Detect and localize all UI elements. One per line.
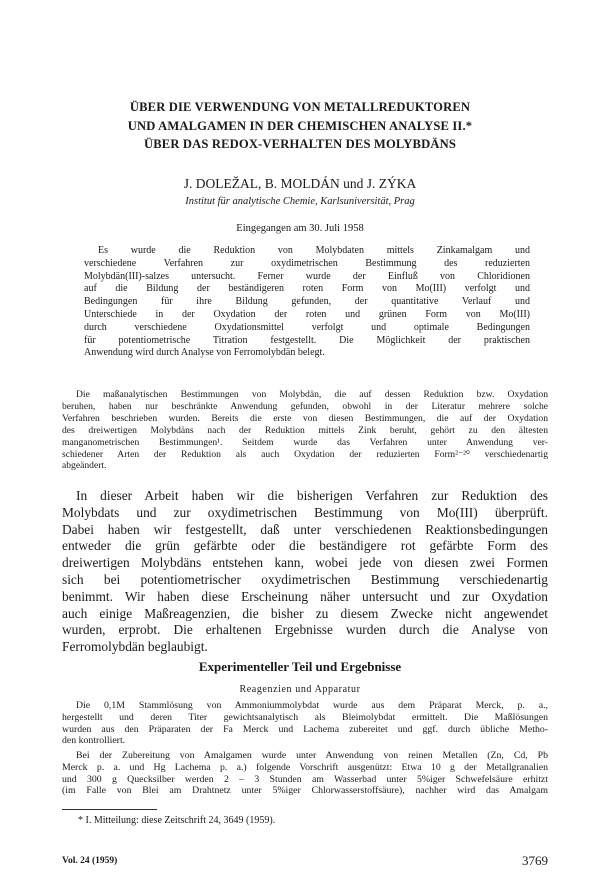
intro-line: manganometrischen Bestimmungen¹. Seitdem wurde das Verfahren unter Anwendung ver-: [62, 436, 548, 448]
main-line: Dabei haben wir festgestellt, daß unter verschiedenen Reaktionsbedingungen: [62, 521, 548, 537]
title-line: ÜBER DAS REDOX-VERHALTEN DES MOLYBDÄNS: [144, 137, 456, 151]
abstract-line: Molybdän(III)-salzes untersucht. Ferner wurde der Einfluß von Chloridionen: [84, 270, 530, 282]
institute: Institut für analytische Chemie, Karlsuniversität, Prag: [185, 196, 415, 207]
abstract-line: auf die Bildung der beständigeren roten Form von Mo(III) verfolgt und: [84, 283, 530, 295]
intro-line: abgeändert.: [62, 460, 107, 472]
reagents-paragraph: [62, 700, 548, 747]
intro-line: beruhen, haben nur beschränkte Anwendung gefunden, obwohl in der Literatur mehrere solche: [62, 400, 548, 412]
footnote: * I. Mitteilung: diese Zeitschrift 24, 3649 (1959).: [78, 815, 276, 826]
abstract-line: Anwendung wird durch Analyse von Ferromolybdän belegt.: [84, 347, 325, 359]
amalgam-paragraph: [62, 750, 548, 797]
abstract-line: Es wurde die Reduktion von Molybdaten mittels Zinkamalgam und: [98, 245, 530, 256]
main-line: Ferromolybdän beglaubigt.: [62, 639, 208, 655]
abstract-line: durch verschiedene Oxydationsmittel verfolgt und optimale Bedingungen: [84, 321, 530, 333]
main-line: Molybdats und zur oxydimetrischen Bestimmung von Mo(III) überprüft.: [62, 504, 548, 520]
title-line: UND AMALGAMEN IN DER CHEMISCHEN ANALYSE II.*: [127, 118, 473, 133]
main-line: dreiwertigen Molybdäns entstehen kann, wobei jede von diesen zwei Formen: [62, 555, 548, 571]
main-line: benimmt. Wir haben diese Erscheinung näher untersucht und zur Oxydation: [62, 588, 548, 604]
title-line: ÜBER DIE VERWENDUNG VON METALLREDUKTOREN: [129, 100, 471, 114]
reagents-line: wurden aus den Präparaten der Fa Merck und Lachema zubereitet und ggf. durch übliche Metho-: [62, 723, 548, 735]
reagents-line: Die 0,1M Stammlösung von Ammoniummolybdat wurde aus dem Präparat Merck, p. a.,: [76, 700, 548, 711]
intro-line: schiedener Arten der Reduktion als auch Oxydation der reduzierten Form²⁻²⁰ verschiedenartig: [62, 448, 548, 460]
intro-line: Verfahren beschrieben wurden. Bereits die erste von diesen Bestimmungen, die auf der Oxydation: [62, 412, 548, 424]
amalgam-line: und 300 g Quecksilber werden 2 – 3 Stunden am Wasserbad unter 5%iger Schwefelsäure erhitzt: [62, 773, 548, 785]
main-line: entweder die grün gefärbte oder die beständigere rot gefärbte Form des: [62, 538, 548, 554]
main-line: wurden, erprobt. Die erhaltenen Ergebnisse wurden durch die Analyse von: [62, 622, 548, 638]
amalgam-line: (im Falle von Blei am Drahtnetz unter 5%iger Chlorwasserstoffsäure), nachher wird das Amalgam: [62, 785, 548, 797]
running-footer-volume: Vol. 24 (1959): [62, 856, 118, 866]
subsection-heading: Reagenzien und Apparatur: [239, 684, 361, 695]
abstract-line: für potentiometrische Titration festgestellt. Die Möglichkeit der praktischen: [84, 334, 530, 346]
main-line: auch einige Maßreagenzien, die bisher zu diesem Zwecke nicht angewendet: [62, 605, 548, 621]
authors: J. DOLEŽAL, B. MOLDÁN und J. ZÝKA: [183, 176, 417, 191]
main-line: sich bei potentiometrischer oxydimetrischen Bestimmung verschiedenartig: [62, 571, 548, 587]
amalgam-line: Bei der Zubereitung von Amalgamen wurde unter Anwendung von reinen Metallen (Zn, Cd, Pb: [76, 750, 548, 761]
intro-line: des dreiwertigen Molybdäns nach der Reduktion mittels Zink beruht, gehört zu den ältesten: [62, 424, 548, 436]
abstract: [84, 245, 530, 360]
amalgam-line: Merck p. a. und Hg Lachema p. a.) folgende Vorschrift ausgenützt: Etwa 10 g der Metallgranalien: [62, 761, 548, 773]
intro-line: Die maßanalytischen Bestimmungen von Molybdän, die auf dessen Reduktion bzw. Oxydation: [76, 389, 548, 400]
reagents-line: den kontrolliert.: [62, 735, 126, 747]
abstract-line: verschiedene Verfahren zur oxydimetrischen Bestimmung des reduzierten: [84, 257, 530, 269]
footnote-divider: [62, 809, 157, 810]
abstract-line: Bedingungen für ihre Bildung gefunden, der quantitative Verlauf und: [84, 296, 530, 308]
page-number: 3769: [522, 853, 548, 868]
reagents-line: hergestellt und deren Titer gewichtsanalytisch als Bleimolybdat ermittelt. Die Maßlösungen: [62, 711, 548, 723]
main-paragraph: [62, 488, 548, 656]
section-heading: Experimenteller Teil und Ergebnisse: [198, 659, 402, 674]
article-title: [40, 98, 560, 154]
main-line: In dieser Arbeit haben wir die bisherigen Verfahren zur Reduktion des: [76, 488, 548, 503]
intro-paragraph: [62, 389, 548, 472]
received-date: Eingegangen am 30. Juli 1958: [236, 223, 364, 234]
abstract-line: Unterschiede in der Oxydation der roten und grünen Form von Mo(III): [84, 308, 530, 320]
